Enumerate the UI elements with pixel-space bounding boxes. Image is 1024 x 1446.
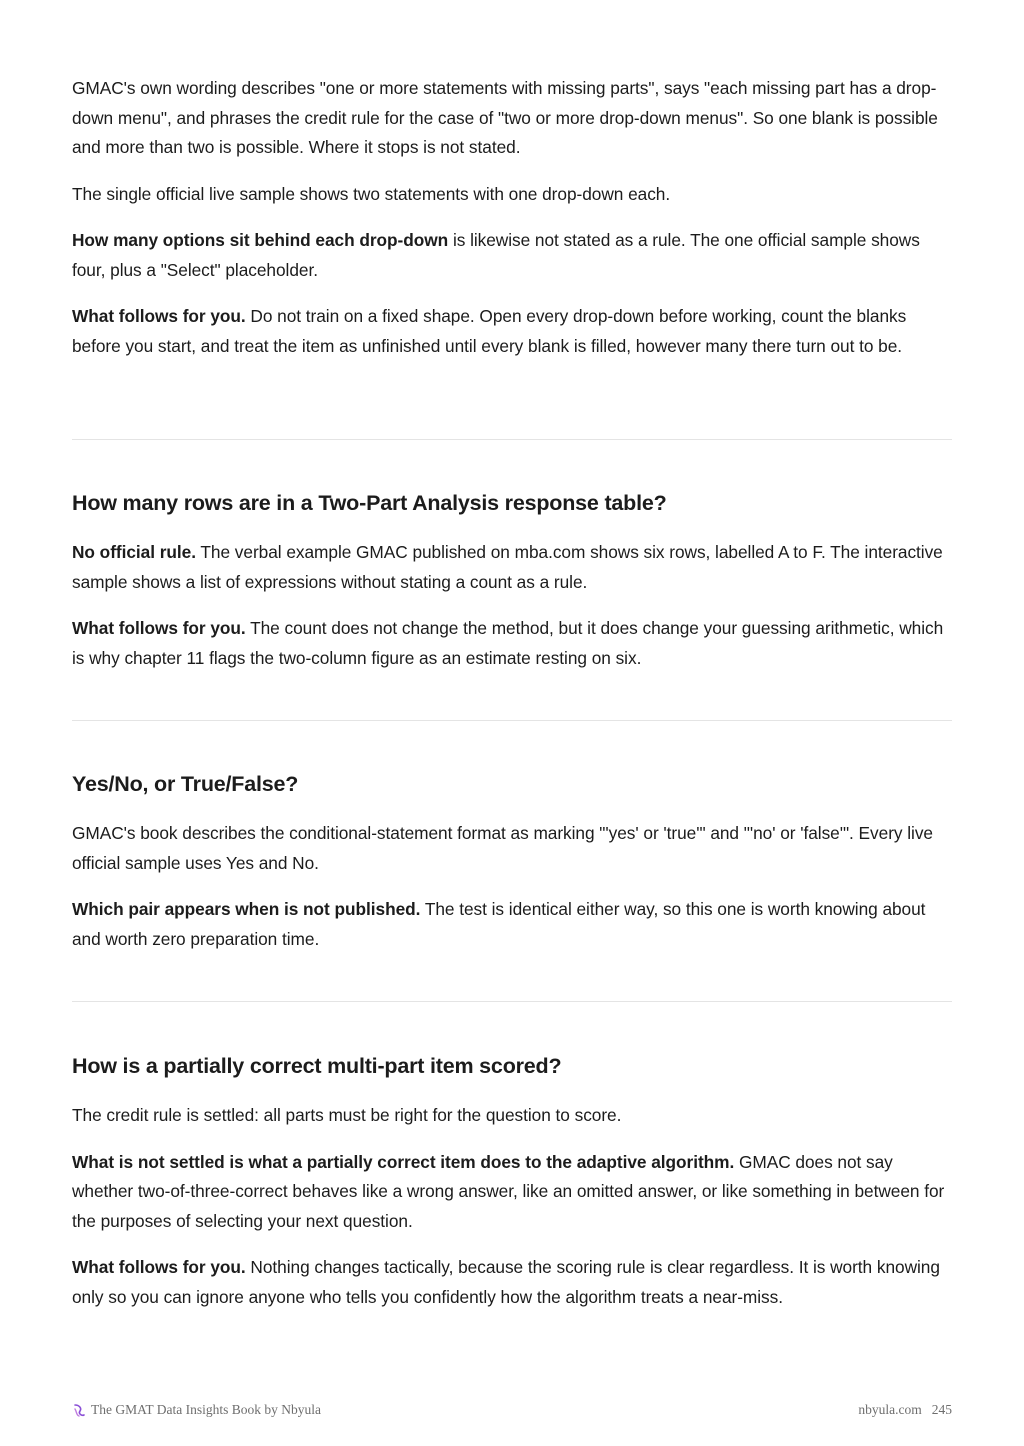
section-paragraph-3 [72, 1253, 952, 1312]
intro-paragraph-3 [72, 226, 952, 285]
intro-paragraph-4-text: Do not train on a fixed shape. Open every drop-down before working, count the blanks before you start, and treat the item as unfinished until every blank is filled, however many there turn out to be. [72, 306, 907, 356]
section-paragraph-3-lead: What follows for you. [72, 1257, 246, 1277]
section-paragraph-2-text: The count does not change the method, but it does change your guessing arithmetic, which is why chapter 11 flags the two-column figure as an estimate resting on six. [72, 618, 944, 668]
section-paragraph-2 [72, 895, 952, 954]
section-paragraph-2-text: GMAC does not say whether two-of-three-correct behaves like a wrong answer, like an omitted answer, or like something in between for the purposes of selecting your next question. [72, 1151, 945, 1231]
section-paragraph-3-text: Nothing changes tactically, because the scoring rule is clear regardless. It is worth knowing only so you can ignore anyone who tells you confidently how the algorithm treats a near-miss. [72, 1257, 940, 1307]
section-paragraph-1-text: The verbal example GMAC published on mba.com shows six rows, labelled A to F. The interactive sample shows a list of expressions without stating a count as a rule. [72, 542, 943, 592]
footer-site[interactable]: nbyula.com [858, 1402, 922, 1417]
section-paragraph-2 [72, 614, 952, 673]
intro-paragraph-3-lead: How many options sit behind each drop-down [72, 230, 449, 250]
intro-paragraph-4 [72, 302, 952, 361]
intro-paragraph-3-text: is likewise not stated as a rule. The one official sample shows four, plus a "Select" placeholder. [72, 230, 920, 280]
section-divider [72, 439, 952, 440]
section-divider [72, 720, 952, 721]
page-footer [72, 1402, 952, 1422]
footer-right [858, 1402, 952, 1418]
section-heading: How many rows are in a Two-Part Analysis response table? [72, 491, 667, 515]
section-yes-no [72, 769, 952, 971]
section-heading: Yes/No, or True/False? [72, 772, 299, 796]
section-paragraph-1 [72, 538, 952, 597]
section-paragraph-2-lead: Which pair appears when is not published. [72, 899, 421, 919]
intro-paragraph-1: GMAC's own wording describes "one or more statements with missing parts", says "each missing part has a drop-down menu", and phrases the credit rule for the case of "two or more drop-down menus". So one blank is possible and more than two is possible. Where it stops is not stated. [72, 78, 938, 157]
nbyula-logo-icon [72, 1403, 87, 1418]
section-paragraph-1: GMAC's book describes the conditional-statement format as marking "'yes' or 'true'" and "'no' or 'false'". Every live official sample uses Yes and No. [72, 823, 933, 873]
section-paragraph-2-text: The test is identical either way, so this one is worth knowing about and worth zero preparation time. [72, 899, 926, 949]
footer-book-title: The GMAT Data Insights Book by Nbyula [91, 1402, 321, 1417]
footer-page-number: 245 [931, 1402, 952, 1417]
section-heading: How is a partially correct multi-part item scored? [72, 1054, 562, 1078]
footer-left [72, 1402, 321, 1418]
section-paragraph-2-lead: What follows for you. [72, 618, 246, 638]
section-divider [72, 1001, 952, 1002]
section-paragraph-2 [72, 1148, 952, 1237]
intro-block [72, 74, 952, 378]
section-paragraph-1-lead: No official rule. [72, 542, 196, 562]
section-paragraph-1: The credit rule is settled: all parts must be right for the question to score. [72, 1105, 622, 1125]
section-partial-scoring [72, 1051, 952, 1329]
section-two-part-rows [72, 488, 952, 690]
intro-paragraph-4-lead: What follows for you. [72, 306, 246, 326]
intro-paragraph-2: The single official live sample shows two statements with one drop-down each. [72, 183, 671, 204]
section-paragraph-2-lead: What is not settled is what a partially correct item does to the adaptive algorithm. [72, 1151, 735, 1172]
